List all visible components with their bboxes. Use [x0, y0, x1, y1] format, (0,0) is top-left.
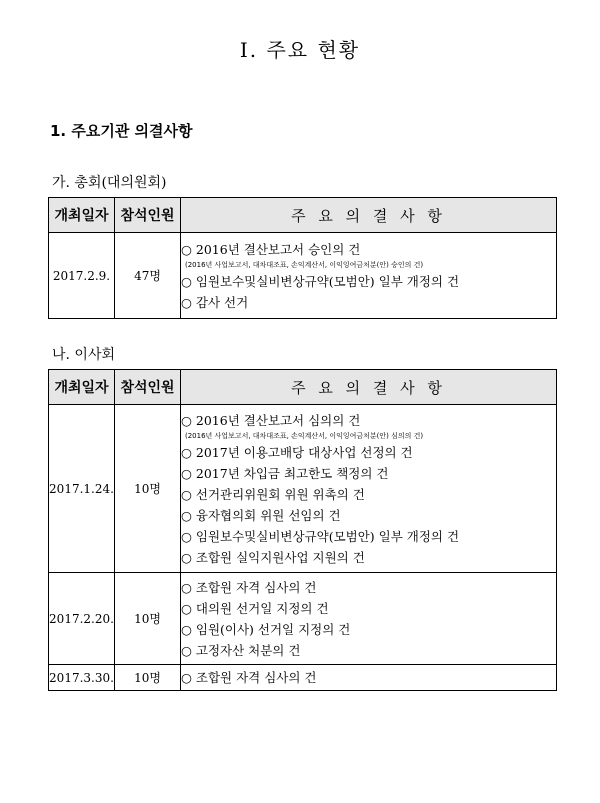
resolution-item: ○ 2016년 결산보고서 승인의 건 [181, 241, 361, 257]
date-cell: 2017.3.30. [49, 665, 115, 691]
resolution-item: ○ 조합원 자격 심사의 건 [181, 670, 317, 685]
resolution-item: ○ 융자협의회 위원 선임의 건 [181, 507, 341, 523]
resolution-item: ○ 2017년 이용고배당 대상사업 선정의 건 [181, 444, 413, 460]
items-cell [181, 573, 557, 665]
attendance-cell: 10명 [115, 573, 181, 665]
resolution-item: ○ 조합원 실익지원사업 지원의 건 [181, 549, 365, 565]
items-cell [181, 405, 557, 573]
attendance-cell: 10명 [115, 405, 181, 573]
header-attendance: 참석인원 [115, 370, 181, 405]
header-attendance: 참석인원 [115, 198, 181, 233]
board-table [48, 369, 557, 691]
header-items: 주 요 의 결 사 항 [181, 370, 557, 405]
resolution-item: ○ 고정자산 처분의 건 [181, 642, 301, 658]
table-row [49, 233, 557, 319]
table-header-row [49, 370, 557, 405]
table-row [49, 573, 557, 665]
resolution-item: ○ 감사 선거 [181, 294, 249, 310]
resolution-item: ○ 선거관리위원회 위원 위촉의 건 [181, 486, 365, 502]
header-date: 개최일자 [49, 198, 115, 233]
section-heading: 1. 주요기관 의결사항 [50, 122, 193, 140]
header-date: 개최일자 [49, 370, 115, 405]
resolution-item: ○ 2017년 차입금 최고한도 책정의 건 [181, 465, 389, 481]
table-row [49, 665, 557, 691]
resolution-item: ○ 조합원 자격 심사의 건 [181, 579, 317, 595]
attendance-cell: 47명 [115, 233, 181, 319]
attendance-cell: 10명 [115, 665, 181, 691]
header-items: 주 요 의 결 사 항 [181, 198, 557, 233]
table-row [49, 405, 557, 573]
date-cell: 2017.2.20. [49, 573, 115, 665]
resolution-note: (2016년 사업보고서, 대차대조표, 손익계산서, 이익잉여금처분(안) 심의의 건) [185, 431, 424, 440]
general-meeting-table [48, 197, 557, 319]
resolution-item: ○ 임원보수및실비변상규약(모범안) 일부 개정의 건 [181, 528, 460, 544]
page-title: Ⅰ. 주요 현황 [239, 38, 361, 62]
date-cell: 2017.1.24. [49, 405, 115, 573]
items-cell [181, 665, 557, 691]
resolution-note: (2016년 사업보고서, 대차대조표, 손익계산서, 이익잉여금처분(안) 승인의 건) [185, 260, 424, 269]
items-cell [181, 233, 557, 319]
resolution-item: ○ 대의원 선거일 지정의 건 [181, 600, 329, 616]
date-cell: 2017.2.9. [49, 233, 115, 319]
board-heading: 나. 이사회 [52, 347, 115, 363]
resolution-item: ○ 임원보수및실비변상규약(모범안) 일부 개정의 건 [181, 273, 460, 289]
general-meeting-heading: 가. 총회(대의원회) [52, 175, 167, 191]
table-header-row [49, 198, 557, 233]
resolution-item: ○ 임원(이사) 선거일 지정의 건 [181, 621, 351, 637]
resolution-item: ○ 2016년 결산보고서 심의의 건 [181, 412, 361, 428]
